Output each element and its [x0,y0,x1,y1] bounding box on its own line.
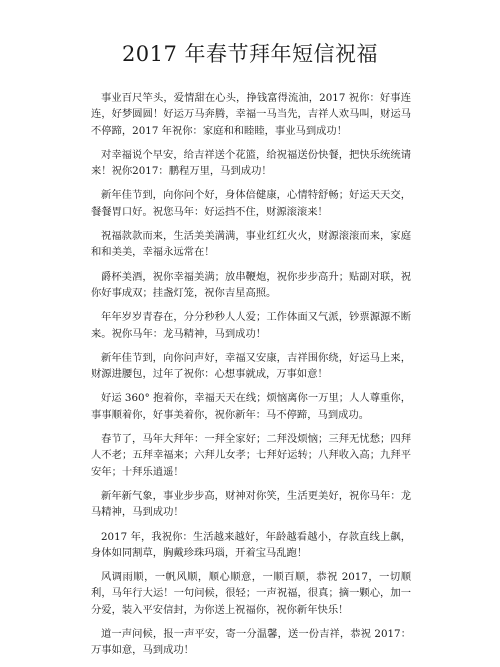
paragraph: 事业百尺竿头，爱情甜在心头，挣钱富得流油，2017 祝你：好事连连，好梦圆圆！好运万马奔腾，幸福一马当先，吉祥人欢马叫，财运马不停蹄，2017 年祝你：家庭和和睦睦，事业马到成功！ [91,92,411,137]
paragraph: 祝福款款而来，生活美美满满，事业红红火火，财源滚滚而来，家庭和和美美，幸福永远常在！ [91,230,411,259]
paragraph: 新年新气象，事业步步高，财神对你笑，生活更美好，祝你马年：龙马精神，马到成功！ [91,489,411,519]
document-title: 2017 年春节拜年短信祝福 [121,42,379,66]
paragraph: 新年佳节到，向你问个好，身体倍健康，心情特舒畅；好运天天交，餐餐胃口好。祝您马年：好运挡不住，财源滚滚来！ [91,189,411,218]
paragraph: 春节了，马年大拜年：一拜全家好；二拜没烦恼；三拜无忧愁；四拜人不老；五拜幸福来；六拜儿女孝；七拜好运转；八拜收入高；九拜平安年；十拜乐逍遥！ [91,433,411,478]
paragraph: 爵杯美酒，祝你幸福美满；放串鞭炮，祝你步步高升；贴副对联，祝你好事成双；挂盏灯笼，祝你吉星高照。 [91,270,411,299]
paragraph: 新年佳节到，向你问声好，幸福又安康，吉祥围你绕，好运马上来，财源进腰包，过年了祝你：心想事就成，万事如意！ [91,351,411,381]
paragraph: 道一声问候，报一声平安，寄一分温馨，送一份吉祥，恭祝 2017：万事如意，马到成功！ [91,628,411,657]
document-body [91,90,411,667]
paragraph: 年年岁岁青春在，分分秒秒人人爱；工作体面又气派，钞票源源不断来。祝你马年：龙马精神，马到成功！ [91,311,411,340]
paragraph: 好运 360° 抱着你，幸福天天在线；烦恼离你一万里；人人尊重你，事事顺着你，好事美着你，祝你新年：马不停蹄，马到成功。 [91,392,411,421]
paragraph: 风调雨顺，一帆风顺，顺心顺意，一顺百顺，恭祝 2017，一切顺利，马年行大运！一句问候，很轻；一声祝福，很真；摘一颗心，加一分爱，装入平安信封，为你送上祝福你，祝你新年快乐！ [91,571,411,616]
paragraph: 对幸福说个早安，给吉祥送个花篮，给祝福送份快餐，把快乐统统请来！祝你2017：鹏程万里，马到成功！ [91,148,411,178]
paragraph: 2017 年，我祝你：生活越来越好，年龄越看越小，存款直线上飙，身体如同割草，胸戴珍珠玛瑙，开着宝马乱跑！ [91,530,411,559]
